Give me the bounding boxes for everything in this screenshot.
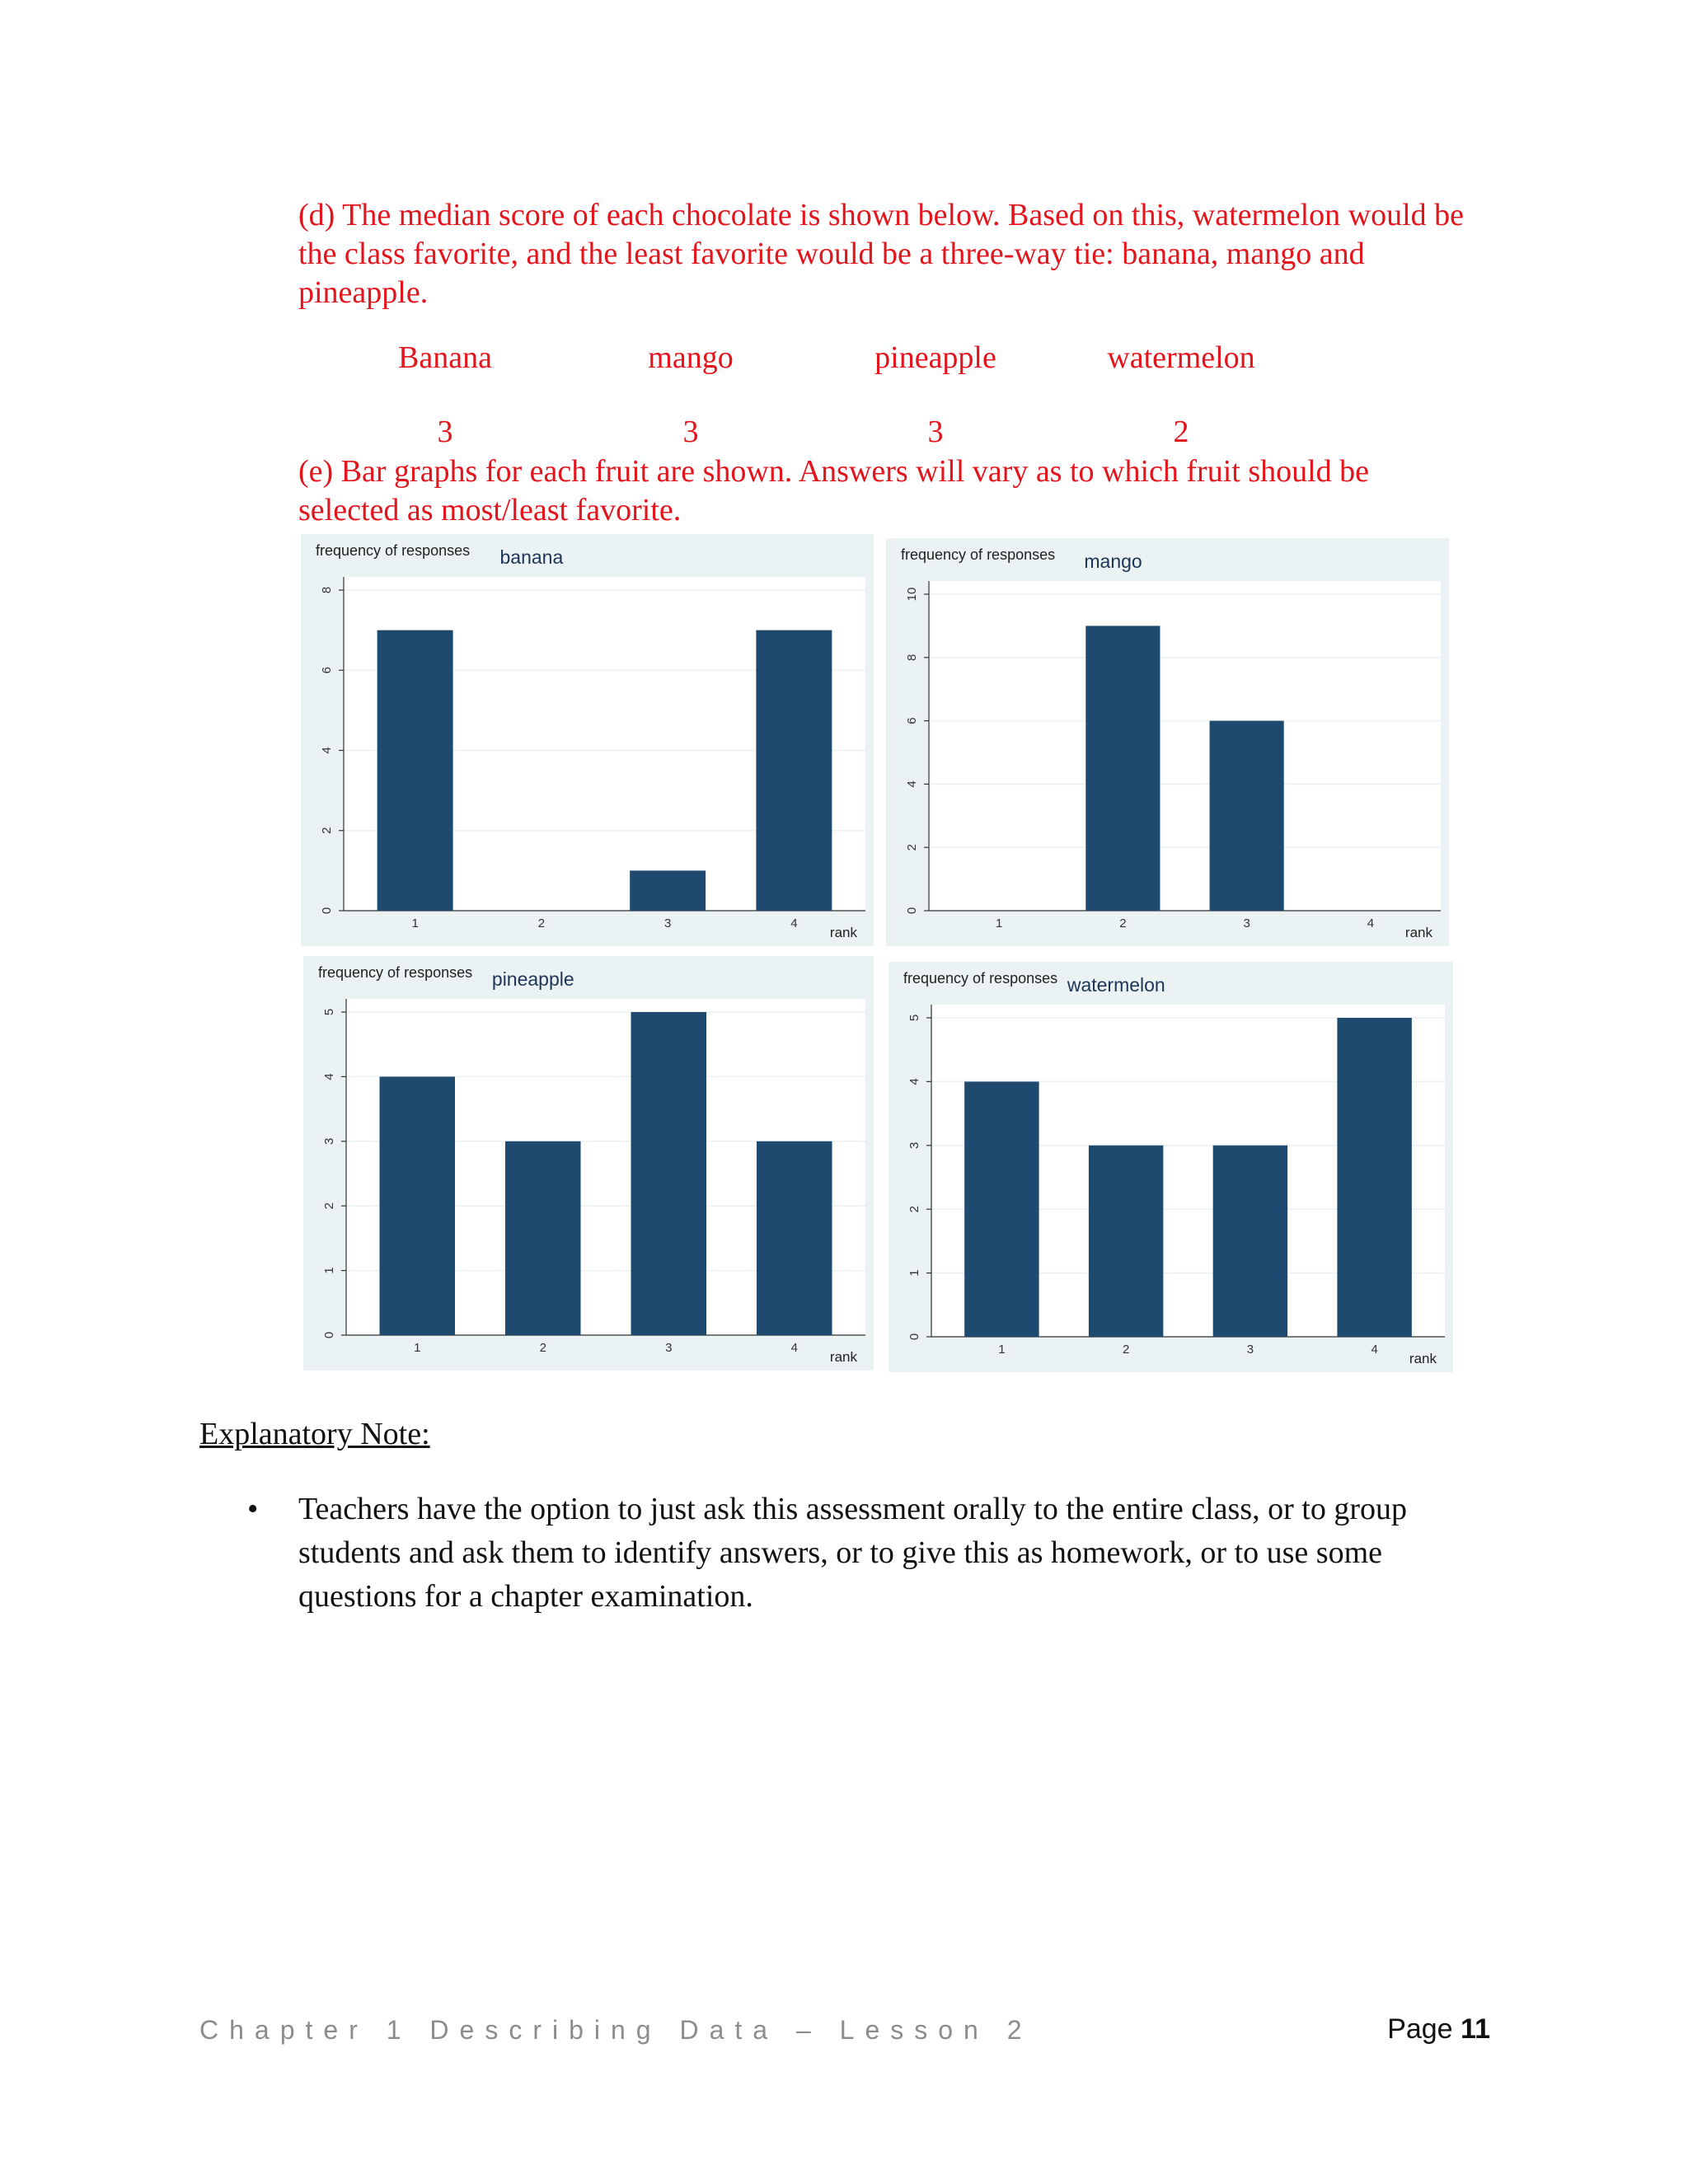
y-tick-label: 10 bbox=[904, 587, 919, 602]
y-axis-label: frequency of responses bbox=[316, 542, 471, 559]
bar-rank-1 bbox=[964, 1081, 1039, 1337]
y-tick-label: 3 bbox=[907, 1141, 921, 1149]
x-tick-label: 3 bbox=[663, 916, 672, 930]
median-name-banana: Banana bbox=[398, 340, 492, 375]
median-value-watermelon: 2 bbox=[1173, 415, 1189, 449]
chart-watermelon bbox=[889, 962, 1453, 1372]
y-tick-label: 2 bbox=[321, 1202, 336, 1210]
footer-chapter-title: Chapter 1 Describing Data – Lesson 2 bbox=[199, 2015, 1033, 2045]
chart-title: watermelon bbox=[1067, 974, 1165, 996]
bullet-dot-icon: • bbox=[247, 1492, 259, 1526]
x-tick-label: 1 bbox=[998, 1343, 1006, 1357]
x-tick-label: 4 bbox=[1371, 1343, 1378, 1357]
x-axis-label: rank bbox=[829, 925, 857, 940]
y-tick-label: 0 bbox=[319, 907, 334, 915]
y-tick-label: 8 bbox=[319, 586, 334, 594]
x-tick-label: 2 bbox=[537, 916, 546, 930]
part-e-answer: (e) Bar graphs for each fruit are shown. Answers will vary as to which fruit should be selected as most/least favorite. bbox=[298, 454, 1370, 527]
median-name-mango: mango bbox=[648, 340, 734, 375]
median-names-row bbox=[0, 340, 1688, 381]
y-axis-label: frequency of responses bbox=[903, 970, 1058, 987]
explanatory-note-heading: Explanatory Note: bbox=[199, 1417, 430, 1451]
y-tick-label: 5 bbox=[907, 1014, 921, 1022]
bar-rank-3 bbox=[630, 870, 706, 911]
x-axis-label: rank bbox=[1404, 925, 1432, 940]
y-tick-label: 0 bbox=[907, 1333, 921, 1341]
footer-page-label: Page bbox=[1387, 2013, 1453, 2045]
footer-page-number: 11 bbox=[1461, 2013, 1490, 2045]
x-axis-label: rank bbox=[829, 1349, 857, 1365]
x-tick-label: 4 bbox=[790, 916, 798, 930]
x-tick-label: 1 bbox=[411, 916, 419, 930]
median-value-pineapple: 3 bbox=[927, 415, 944, 449]
bar-rank-2 bbox=[505, 1141, 581, 1335]
y-tick-label: 1 bbox=[907, 1269, 921, 1277]
y-tick-label: 2 bbox=[319, 827, 334, 834]
y-tick-label: 0 bbox=[321, 1331, 336, 1339]
y-tick-label: 8 bbox=[904, 654, 919, 661]
bar-rank-1 bbox=[380, 1076, 456, 1335]
x-tick-label: 1 bbox=[995, 916, 1003, 930]
y-axis-label: frequency of responses bbox=[318, 964, 473, 981]
median-name-watermelon: watermelon bbox=[1107, 340, 1255, 375]
y-tick-label: 6 bbox=[904, 717, 919, 724]
y-tick-label: 1 bbox=[321, 1267, 336, 1274]
chart-title: pineapple bbox=[491, 968, 574, 990]
explanatory-note-bullet bbox=[247, 1488, 1467, 1619]
median-value-mango: 3 bbox=[682, 415, 699, 449]
chart-banana bbox=[301, 534, 874, 946]
bar-rank-4 bbox=[757, 1141, 832, 1335]
bar-rank-4 bbox=[756, 630, 832, 911]
bar-rank-3 bbox=[1213, 1146, 1287, 1337]
y-tick-label: 4 bbox=[907, 1078, 921, 1085]
x-tick-label: 4 bbox=[790, 1341, 798, 1355]
part-d-answer: (d) The median score of each chocolate is shown below. Based on this, watermelon would be the class favorite, and the least favorite would be a three-way tie: banana, mango and pineapple. bbox=[298, 198, 1465, 310]
bar-rank-3 bbox=[1210, 721, 1284, 911]
y-axis-label: frequency of responses bbox=[901, 546, 1056, 563]
bar-rank-2 bbox=[1085, 626, 1160, 911]
bar-rank-4 bbox=[1337, 1018, 1411, 1337]
median-value-banana: 3 bbox=[437, 415, 453, 449]
bar-rank-2 bbox=[1089, 1146, 1163, 1337]
explanatory-note-list bbox=[247, 1488, 1467, 1619]
x-tick-label: 2 bbox=[539, 1341, 546, 1355]
chart-title: mango bbox=[1084, 551, 1142, 572]
x-tick-label: 2 bbox=[1122, 1343, 1130, 1357]
y-tick-label: 5 bbox=[321, 1008, 336, 1016]
chart-pineapple bbox=[303, 956, 874, 1371]
y-tick-label: 3 bbox=[321, 1137, 336, 1145]
x-tick-label: 1 bbox=[414, 1341, 421, 1355]
median-values-row bbox=[0, 414, 1688, 455]
y-tick-label: 4 bbox=[321, 1073, 336, 1080]
bar-rank-1 bbox=[377, 630, 453, 911]
y-tick-label: 2 bbox=[904, 844, 919, 851]
x-tick-label: 4 bbox=[1367, 916, 1375, 930]
footer-page bbox=[1387, 2013, 1490, 2046]
x-tick-label: 3 bbox=[1243, 916, 1250, 930]
chart-title: banana bbox=[499, 546, 564, 568]
bar-rank-3 bbox=[631, 1012, 707, 1335]
x-tick-label: 2 bbox=[1119, 916, 1127, 930]
y-tick-label: 2 bbox=[907, 1206, 921, 1213]
y-tick-label: 4 bbox=[904, 780, 919, 788]
y-tick-label: 4 bbox=[319, 747, 334, 754]
y-tick-label: 0 bbox=[904, 907, 919, 915]
explanatory-note-text: Teachers have the option to just ask this assessment orally to the entire class, or to group students and ask them to identify answers, or to give this as homework, or to use some questions for a chapter examination. bbox=[298, 1492, 1407, 1614]
x-tick-label: 3 bbox=[665, 1341, 673, 1355]
x-tick-label: 3 bbox=[1246, 1343, 1254, 1357]
plot-area bbox=[929, 581, 1441, 911]
median-name-pineapple: pineapple bbox=[874, 340, 996, 375]
chart-mango bbox=[886, 538, 1449, 946]
y-tick-label: 6 bbox=[319, 667, 334, 674]
x-axis-label: rank bbox=[1409, 1351, 1437, 1366]
